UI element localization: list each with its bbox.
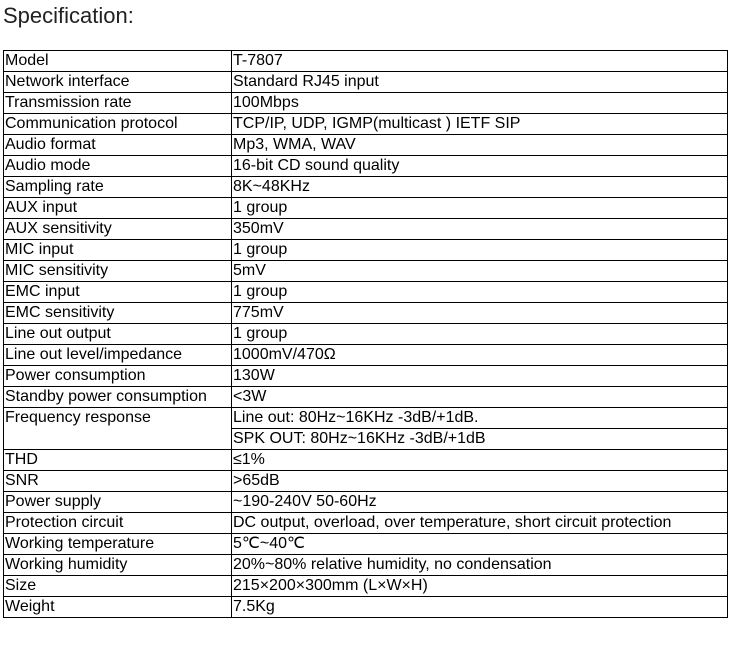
spec-label: AUX sensitivity: [4, 219, 232, 240]
spec-label: EMC input: [4, 282, 232, 303]
spec-value: DC output, overload, over temperature, short circuit protection: [232, 513, 728, 534]
spec-label: THD: [4, 450, 232, 471]
spec-value: 100Mbps: [232, 93, 728, 114]
spec-value: 5℃~40℃: [232, 534, 728, 555]
table-row: [4, 471, 728, 492]
spec-label: Sampling rate: [4, 177, 232, 198]
table-row: [4, 408, 728, 429]
spec-value: Standard RJ45 input: [232, 72, 728, 93]
spec-label: Network interface: [4, 72, 232, 93]
table-row: [4, 261, 728, 282]
table-row: [4, 72, 728, 93]
spec-value: 1 group: [232, 240, 728, 261]
spec-value: 130W: [232, 366, 728, 387]
table-row: [4, 387, 728, 408]
table-row: [4, 366, 728, 387]
spec-label: SNR: [4, 471, 232, 492]
spec-value: 20%~80% relative humidity, no condensation: [232, 555, 728, 576]
spec-value: ~190-240V 50-60Hz: [232, 492, 728, 513]
spec-value: 215×200×300mm (L×W×H): [232, 576, 728, 597]
table-row: [4, 450, 728, 471]
table-row: [4, 555, 728, 576]
table-row: [4, 93, 728, 114]
spec-label: MIC input: [4, 240, 232, 261]
spec-value: 1 group: [232, 198, 728, 219]
spec-label: Power supply: [4, 492, 232, 513]
spec-label: Audio mode: [4, 156, 232, 177]
spec-value: Mp3, WMA, WAV: [232, 135, 728, 156]
table-row: [4, 240, 728, 261]
spec-label: Communication protocol: [4, 114, 232, 135]
table-row: [4, 135, 728, 156]
spec-value: T-7807: [232, 51, 728, 72]
page-title: Specification:: [3, 3, 134, 28]
table-row: [4, 177, 728, 198]
spec-value: 1 group: [232, 282, 728, 303]
spec-value: <3W: [232, 387, 728, 408]
spec-value: 7.5Kg: [232, 597, 728, 618]
table-row: [4, 282, 728, 303]
table-row: [4, 513, 728, 534]
spec-label: Power consumption: [4, 366, 232, 387]
spec-label: Working humidity: [4, 555, 232, 576]
spec-label: Size: [4, 576, 232, 597]
spec-value: 1000mV/470Ω: [232, 345, 728, 366]
spec-value: 16-bit CD sound quality: [232, 156, 728, 177]
spec-value: 775mV: [232, 303, 728, 324]
spec-value: 1 group: [232, 324, 728, 345]
spec-value: >65dB: [232, 471, 728, 492]
spec-value: SPK OUT: 80Hz~16KHz -3dB/+1dB: [232, 429, 728, 450]
spec-value: Line out: 80Hz~16KHz -3dB/+1dB.: [232, 408, 728, 429]
spec-label: Line out output: [4, 324, 232, 345]
table-row: [4, 219, 728, 240]
spec-value: 350mV: [232, 219, 728, 240]
spec-label: Standby power consumption: [4, 387, 232, 408]
table-row: [4, 576, 728, 597]
spec-value: TCP/IP, UDP, IGMP(multicast ) IETF SIP: [232, 114, 728, 135]
spec-label: Protection circuit: [4, 513, 232, 534]
spec-value: 5mV: [232, 261, 728, 282]
table-row: [4, 156, 728, 177]
spec-label: Frequency response: [4, 408, 232, 450]
table-row: [4, 324, 728, 345]
spec-label: Audio format: [4, 135, 232, 156]
spec-label: Transmission rate: [4, 93, 232, 114]
spec-label: Line out level/impedance: [4, 345, 232, 366]
table-row: [4, 303, 728, 324]
spec-label: EMC sensitivity: [4, 303, 232, 324]
spec-value: ≤1%: [232, 450, 728, 471]
spec-label: MIC sensitivity: [4, 261, 232, 282]
table-row: [4, 492, 728, 513]
spec-label: Weight: [4, 597, 232, 618]
table-row: [4, 345, 728, 366]
spec-value: 8K~48KHz: [232, 177, 728, 198]
spec-label: Model: [4, 51, 232, 72]
table-row: [4, 114, 728, 135]
table-row: [4, 198, 728, 219]
table-row: [4, 597, 728, 618]
specification-table: [3, 50, 728, 618]
spec-label: AUX input: [4, 198, 232, 219]
table-row: [4, 51, 728, 72]
spec-label: Working temperature: [4, 534, 232, 555]
table-row: [4, 534, 728, 555]
